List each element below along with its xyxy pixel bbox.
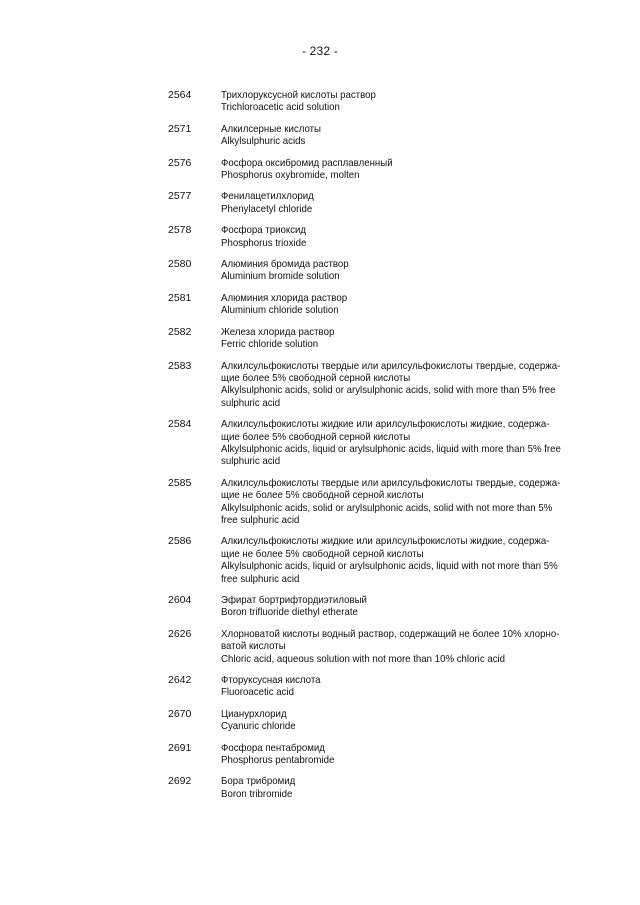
text-line: Алкилсульфокислоты жидкие или арилсульфокислоты жидкие, содержа- [221, 535, 550, 548]
text-line: Ferric chloride solution [221, 338, 319, 351]
un-number: 2585 [168, 476, 192, 489]
text-line: Алкилсульфокислоты жидкие или арилсульфокислоты жидкие, содержа- [221, 418, 550, 431]
text-line: щие не более 5% свободной серной кислоты [221, 547, 424, 560]
substance-name [221, 535, 565, 585]
un-number: 2576 [168, 156, 192, 169]
substance-name [221, 628, 565, 665]
text-line: Алкилсульфокислоты твердые или арилсульфокислоты твердые, содержа- [221, 359, 561, 372]
list-item [0, 190, 640, 215]
text-line: Алкилсерные кислоты [221, 122, 321, 135]
text-line: Alkylsulphonic acids, liquid or arylsulphonic acids, liquid with more than 5% free [221, 442, 561, 455]
un-number: 2670 [168, 707, 192, 720]
text-line: free sulphuric acid [221, 572, 300, 585]
list-item [0, 742, 640, 767]
substance-name [221, 224, 565, 249]
un-number: 2691 [168, 741, 192, 754]
text-line: Phosphorus trioxide [221, 236, 307, 249]
un-number: 2642 [168, 674, 192, 687]
list-item [0, 535, 640, 585]
substance-name [221, 477, 565, 527]
list-item [0, 628, 640, 665]
list-item [0, 674, 640, 699]
substance-name [221, 708, 565, 733]
substance-name [221, 292, 565, 317]
text-line: Алюминия хлорида раствор [221, 291, 348, 304]
un-number: 2583 [168, 359, 192, 372]
text-line: sulphuric acid [221, 455, 281, 468]
un-number: 2580 [168, 258, 192, 271]
text-line: Железа хлорида раствор [221, 325, 335, 338]
text-line: Aluminium chloride solution [221, 304, 339, 317]
un-number: 2586 [168, 535, 192, 548]
list-item [0, 292, 640, 317]
text-line: Phosphorus pentabromide [221, 754, 335, 767]
substance-name [221, 742, 565, 767]
substance-name [221, 360, 565, 410]
text-line: sulphuric acid [221, 396, 281, 409]
list-item [0, 360, 640, 410]
substance-name [221, 775, 565, 800]
list-item [0, 775, 640, 800]
list-item [0, 224, 640, 249]
text-line: free sulphuric acid [221, 513, 300, 526]
list-item [0, 89, 640, 114]
list-item [0, 258, 640, 283]
text-line: Chloric acid, aqueous solution with not more than 10% chloric acid [221, 652, 506, 665]
text-line: ватой кислоты [221, 640, 286, 653]
substance-name [221, 674, 565, 699]
text-line: Фосфора триоксид [221, 224, 307, 237]
un-number: 2582 [168, 325, 192, 338]
text-line: Alkylsulphonic acids, solid or arylsulphonic acids, solid with not more than 5% [221, 501, 553, 514]
text-line: щие более 5% свободной серной кислоты [221, 430, 411, 443]
un-number: 2626 [168, 627, 192, 640]
un-number: 2578 [168, 224, 192, 237]
un-number: 2584 [168, 418, 192, 431]
text-line: Phenylacetyl chloride [221, 202, 313, 215]
text-line: Trichloroacetic acid solution [221, 101, 340, 114]
list-item [0, 123, 640, 148]
text-line: Phosphorus oxybromide, molten [221, 169, 360, 182]
un-number: 2692 [168, 775, 192, 788]
text-line: Фосфора оксибромид расплавленный [221, 156, 393, 169]
text-line: Цианурхлорид [221, 707, 287, 720]
text-line: Alkylsulphuric acids [221, 135, 306, 148]
text-line: Alkylsulphonic acids, liquid or arylsulphonic acids, liquid with not more than 5% [221, 560, 558, 573]
text-line: Алкилсульфокислоты твердые или арилсульфокислоты твердые, содержа- [221, 476, 561, 489]
text-line: Фосфора пентабромид [221, 741, 325, 754]
text-line: Boron trifluoride diethyl etherate [221, 606, 358, 619]
list-item [0, 326, 640, 351]
list-item [0, 157, 640, 182]
text-line: Fluoroacetic acid [221, 686, 295, 699]
list-item [0, 418, 640, 468]
un-number: 2577 [168, 190, 192, 203]
text-line: Алюминия бромида раствор [221, 258, 349, 271]
text-line: Фенилацетилхлорид [221, 190, 314, 203]
un-number: 2581 [168, 291, 192, 304]
text-line: Трихлоруксусной кислоты раствор [221, 89, 376, 101]
text-line: Эфират бортрифтордиэтиловый [221, 594, 367, 606]
text-line: Бора трибромид [221, 775, 296, 788]
substance-name [221, 326, 565, 351]
text-line: Aluminium bromide solution [221, 270, 340, 283]
list-item [0, 594, 640, 619]
text-line: щие более 5% свободной серной кислоты [221, 371, 411, 384]
text-line: Фторуксусная кислота [221, 674, 321, 687]
list-item [0, 708, 640, 733]
un-number: 2564 [168, 89, 192, 101]
text-line: щие не более 5% свободной серной кислоты [221, 489, 424, 502]
page-number: - 232 - [301, 44, 339, 58]
substance-name [221, 418, 565, 468]
substance-name [221, 258, 565, 283]
substance-name [221, 157, 565, 182]
un-number: 2571 [168, 122, 192, 135]
text-line: Хлорноватой кислоты водный раствор, содержащий не более 10% хлорно- [221, 627, 560, 640]
un-number: 2604 [168, 594, 192, 606]
text-line: Alkylsulphonic acids, solid or arylsulphonic acids, solid with more than 5% free [221, 384, 556, 397]
entry-list [0, 89, 640, 809]
text-line: Boron tribromide [221, 787, 293, 800]
substance-name [221, 89, 565, 114]
substance-name [221, 123, 565, 148]
substance-name [221, 594, 565, 619]
substance-name [221, 190, 565, 215]
text-line: Cyanuric chloride [221, 720, 296, 733]
list-item [0, 477, 640, 527]
